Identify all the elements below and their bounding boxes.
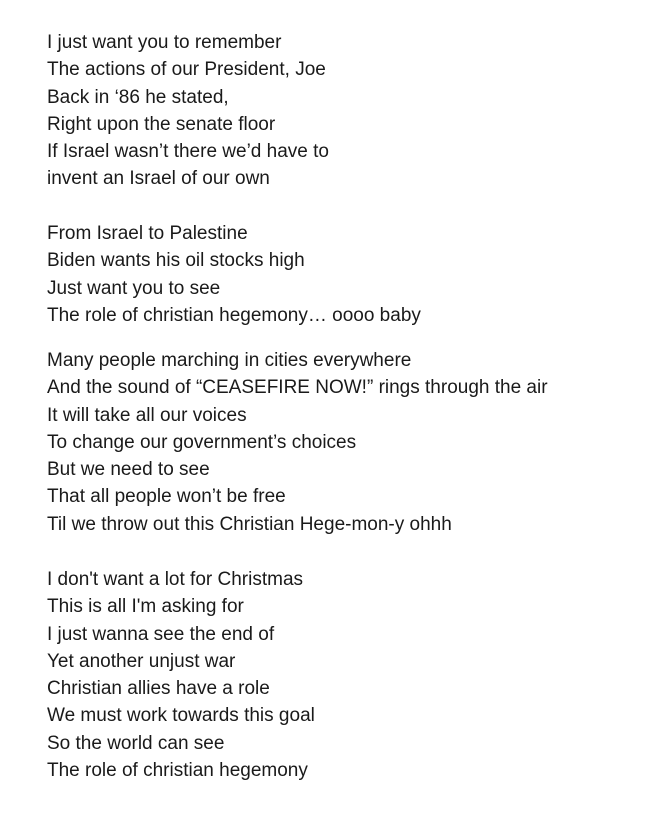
lyric-line: Just want you to see <box>47 277 221 299</box>
lyric-line: I don't want a lot for Christmas <box>47 569 304 590</box>
lyric-line: That all people won’t be free <box>47 486 286 508</box>
lyric-line: It will take all our voices <box>47 404 247 426</box>
lyric-line: This is all I'm asking for <box>47 596 244 618</box>
lyric-line: Right upon the senate floor <box>47 113 276 135</box>
stanza-4 <box>47 566 315 784</box>
lyric-line: I just want you to remember <box>47 32 282 53</box>
lyric-line: So the world can see <box>47 732 225 754</box>
lyric-line: Back in ‘86 he stated, <box>47 86 229 108</box>
stanza-1 <box>47 29 329 193</box>
lyric-line: Til we throw out this Christian Hege-mon-y ohhh <box>47 513 452 535</box>
lyric-line: The role of christian hegemony… oooo baby <box>47 304 421 326</box>
stanza-2 <box>47 220 421 329</box>
lyric-line: I just wanna see the end of <box>47 623 275 645</box>
lyric-line: But we need to see <box>47 459 210 481</box>
lyric-line: Yet another unjust war <box>47 650 236 672</box>
lyric-line: We must work towards this goal <box>47 705 315 727</box>
lyric-line: Christian allies have a role <box>47 678 270 700</box>
lyric-line: The role of christian hegemony <box>47 760 308 782</box>
lyric-line: From Israel to Palestine <box>47 223 248 244</box>
lyric-line: Biden wants his oil stocks high <box>47 250 305 272</box>
lyric-line: Many people marching in cities everywhere <box>47 350 412 371</box>
lyric-line: To change our government’s choices <box>47 431 357 453</box>
stanza-3 <box>47 347 548 538</box>
lyric-line: The actions of our President, Joe <box>47 59 326 81</box>
lyric-line: invent an Israel of our own <box>47 168 270 190</box>
lyric-line: And the sound of “CEASEFIRE NOW!” rings through the air <box>47 377 548 399</box>
lyric-line: If Israel wasn’t there we’d have to <box>47 141 329 163</box>
